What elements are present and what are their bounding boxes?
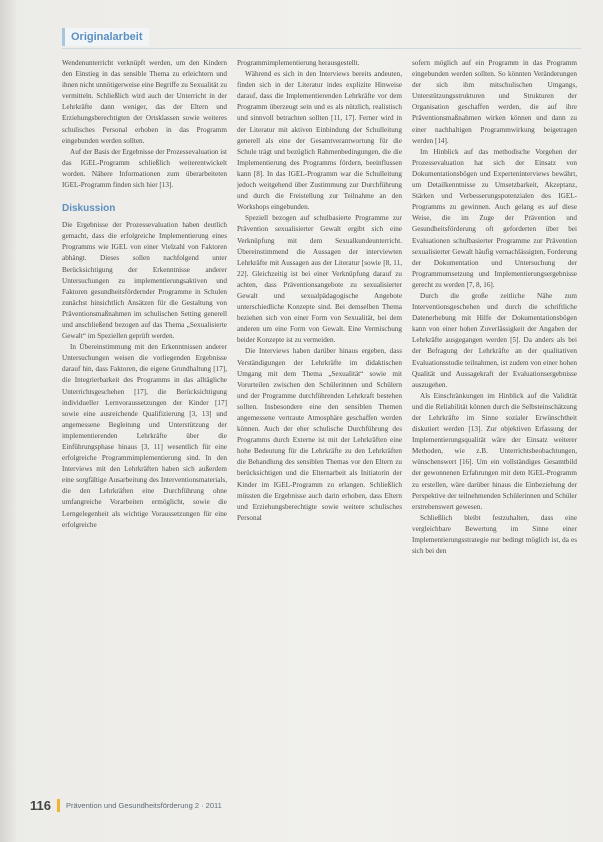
paragraph: Im Hinblick auf das methodische Vorgehen der Prozessevaluation hat sich der Einsatz von Dokumentationsbögen und Experteninterviews bewährt, um Detailkenntnisse zu Umsetzbarkeit, Akzeptanz, Stärken und Verbesserungspotenzialen des IGEL-Programms zu gewinnen. Auch gelang es auf diese Weise, die im Zuge der Prävention und Gesundheitsförderung oft geforderten über bei Evaluationen schulbasierter Programme zur Prävention sexualisierter Gewalt häufig vernachlässigten, Forderung der Dokumentation und Untersuchung der Programmumsetzung und Implementierungsergebnisse gerecht zu werden [7, 8, 16]. <box>412 147 577 289</box>
binding-shadow <box>0 0 18 842</box>
paragraph: Als Einschränkungen im Hinblick auf die Validität und die Reliabilität können durch die Selbsteinschätzung der Lehrkräfte im Sinne sozialer Erwünschtheit diskutiert werden [13]. Zur objektiven Erfassung der Implementierungsqualität wäre der Einsatz weiterer Methoden, wie z.B. Unterrichtsbeobachtungen, wünschenswert [16]. Um ein vollständiges Gesamtbild der gewonnenen Erfahrungen mit dem IGEL-Programm zu erstellen, wäre darüber hinaus die Einbeziehung der Perspektive der teilnehmenden Schülerinnen und Schüler erstrebenswert gewesen. <box>412 391 577 511</box>
footer-marker <box>57 799 60 812</box>
paragraph: Die Ergebnisse der Prozessevaluation haben deutlich gemacht, dass die erfolgreiche Implementierung eines Programms wie IGEL von einer Vielzahl von Faktoren abhängt. Dieses sollen nachfolgend unter Berücksichtigung der Erkenntnisse anderer Untersuchungen zu implementierungsaktiven und Faktoren gesundheitsfördernder Programme in Schulen zunächst hinsichtlich Ansätzen für die Gestaltung von Präventionsmaßnahmen im schulischen Setting generell und anschließend bezogen auf das Thema „Sexualisierte Gewalt“ im Speziellen geprüft werden. <box>62 221 227 341</box>
section-label: Originalarbeit <box>71 31 143 43</box>
paragraph: Durch die große zeitliche Nähe zum Interventionsgeschehen und durch die schriftliche Datenerhebung mit Hilfe der Dokumentationsbögen kann von einer hohen Zuverlässigkeit der Angaben der Lehrkräfte ausgegangen werden [5]. Da anders als bei der Befragung der Lehrkräfte an der qualitativen Evaluationsstudie teilnahmen, ist zudem von einer hohen Qualität und Aussagekraft der Evaluationsergebnisse auszugehen. <box>412 291 577 389</box>
paragraph: sofern möglich auf ein Programm in das Programm eingebunden werden sollten. So könnten Veränderungen der sich ihm mitschulischen Umgangs, Unterstützungsstrukturen und Strukturen der Organisation geschaffen werden, die auf ihre Präventionsmaßnahmen wirken können und dann zu einer nachhaltigen Programmwirkung beigetragen werden [14]. <box>412 59 577 145</box>
paragraph: In Übereinstimmung mit den Erkenntnissen anderer Untersuchungen weisen die vorliegenden Ergebnisse darauf hin, dass Faktoren, die eigene Grundhaltung [17], die Integrierbarkeit des Programms in das alltägliche Unterrichtsgeschehen [17], die Berücksichtigung individueller Lernvoraussetzungen der Kinder [17] sowie eine ausreichende Qualifizierung [3, 13] und angemessene Begleitung und Unterstützung der implementierenden Lehrkräfte über die Einführungsphase hinaus [3, 11] wesentlich für eine erfolgreiche Programmimplementierung sind. In den Interviews mit den Lehrkräften haben sich außerdem eine sorgfältige Ausarbeitung des Interventionsmaterials, die den Lehrkräften eine Durchführung ohne umfangreiche Vorarbeiten ermöglicht, sowie die Lerngelegenheit als wichtige Voraussetzungen für eine erfolgreiche <box>62 343 227 529</box>
text-columns <box>62 58 578 780</box>
page-footer <box>30 797 563 813</box>
paragraph: Während es sich in den Interviews bereits andeuten, finden sich in der Literatur indes explizite Hinweise darauf, dass die Implementierenden Lehrkräfte vor dem Programm überzeugt sein und es als nützlich, realistisch und sinnvoll betrachten sollten [11, 17]. Ferner wird in der Literatur mit aktiven Einbindung der Schulleitung generell als eine der Gesamtverantwortung für die Schule trägt und bezüglich Rahmenbedingungen, die die Implementierung des Programms fördern, beeinflussen kann [8]. In das IGEL-Programm war die Schulleitung jedoch weitgehend über Zustimmung zur Durchführung und durch die Freistellung zur Teilnahme an den Workshops eingebunden. <box>237 70 402 212</box>
paragraph: Programmimplementierung herausgestellt. <box>237 59 360 67</box>
paragraph: Speziell bezogen auf schulbasierte Programme zur Prävention sexualisierter Gewalt ergibt sich eine Verknüpfung mit dem Sexualkundeunterricht. Übereinstimmend die Aussagen der interviewten Lehrkräfte mit Aussagen aus der Literatur [sowie [8, 11, 22]. Gleichzeitig ist bei einer Verknüpfung darauf zu achten, dass Präventionsangebote zu sexualisierter Gewalt und sexualpädagogische Angebote unterschiedliche Konzepte sind. Bei demselben Thema beziehen sich von einer Form von Sexualität, bei dem anderen um eine Form von Gewalt. Eine Vermischung beider Konzepte ist zu vermeiden. <box>237 214 402 345</box>
paragraph: Auf der Basis der Ergebnisse der Prozessevaluation ist das IGEL-Programm schließlich weiterentwickelt worden. Nähere Informationen zum überarbeiteten IGEL-Programm finden sich hier [13]. <box>62 147 227 190</box>
column-1 <box>62 58 227 780</box>
column-2 <box>237 58 402 780</box>
paragraph: Wendenunterricht verknüpft werden, um den Kindern den Einstieg in das sensible Thema zu erleichtern und ihnen nicht unnötigerweise eine Begriffe zu Sexualität zu vermitteln. Schließlich wird auch der Unterricht in der Lehrkräfte dann weniger, das der Eltern und Erziehungsberechtigten der Ortsklassen sowie weiteres schulisches Personal erhoben in das Programm eingebunden werden sollten. <box>62 59 227 145</box>
column-3 <box>412 58 577 780</box>
paragraph: Schließlich bleibt festzuhalten, dass eine vergleichbare Bewertung im Sinne einer Implementierungsstrategie nur bedingt möglich ist, da es sich bei den <box>412 513 577 556</box>
paragraph: Die Interviews haben darüber hinaus ergeben, dass Verständigungen der Lehrkräfte im didaktischen Umgang mit dem Thema „Sexualität“ sowie mit Vorurteilen zwischen den Schülerinnen und Schülern und der Programme durchführenden Lehrkraft bestehen sollten. Insbesondere eine den sensiblen Themen angemessene vertraute Atmosphäre geschaffen werden können. Auch der eher schulische Durchführung des Programms durch Externe ist mit der Lehrkräften eine hohe Bedeutung für die Lehrkräfte zu den Lehrkräften die Behandlung des sensiblen Themas vor den Eltern zu berücksichtigen und die Elternarbeit als Initiatorin der Kinder im IGEL-Programm zu erlangen. Schließlich müssten die Ergebnisse auch darin erhoben, dass Eltern und Erziehungsberechtigte sowie weitere schulisches Personal <box>237 347 402 522</box>
journal-citation: Prävention und Gesundheitsförderung 2 · 2011 <box>65 800 222 810</box>
page-number: 116 <box>30 797 51 813</box>
section-heading-diskussion: Diskussion <box>62 203 116 215</box>
header-divider <box>62 48 581 49</box>
section-header <box>62 28 149 46</box>
